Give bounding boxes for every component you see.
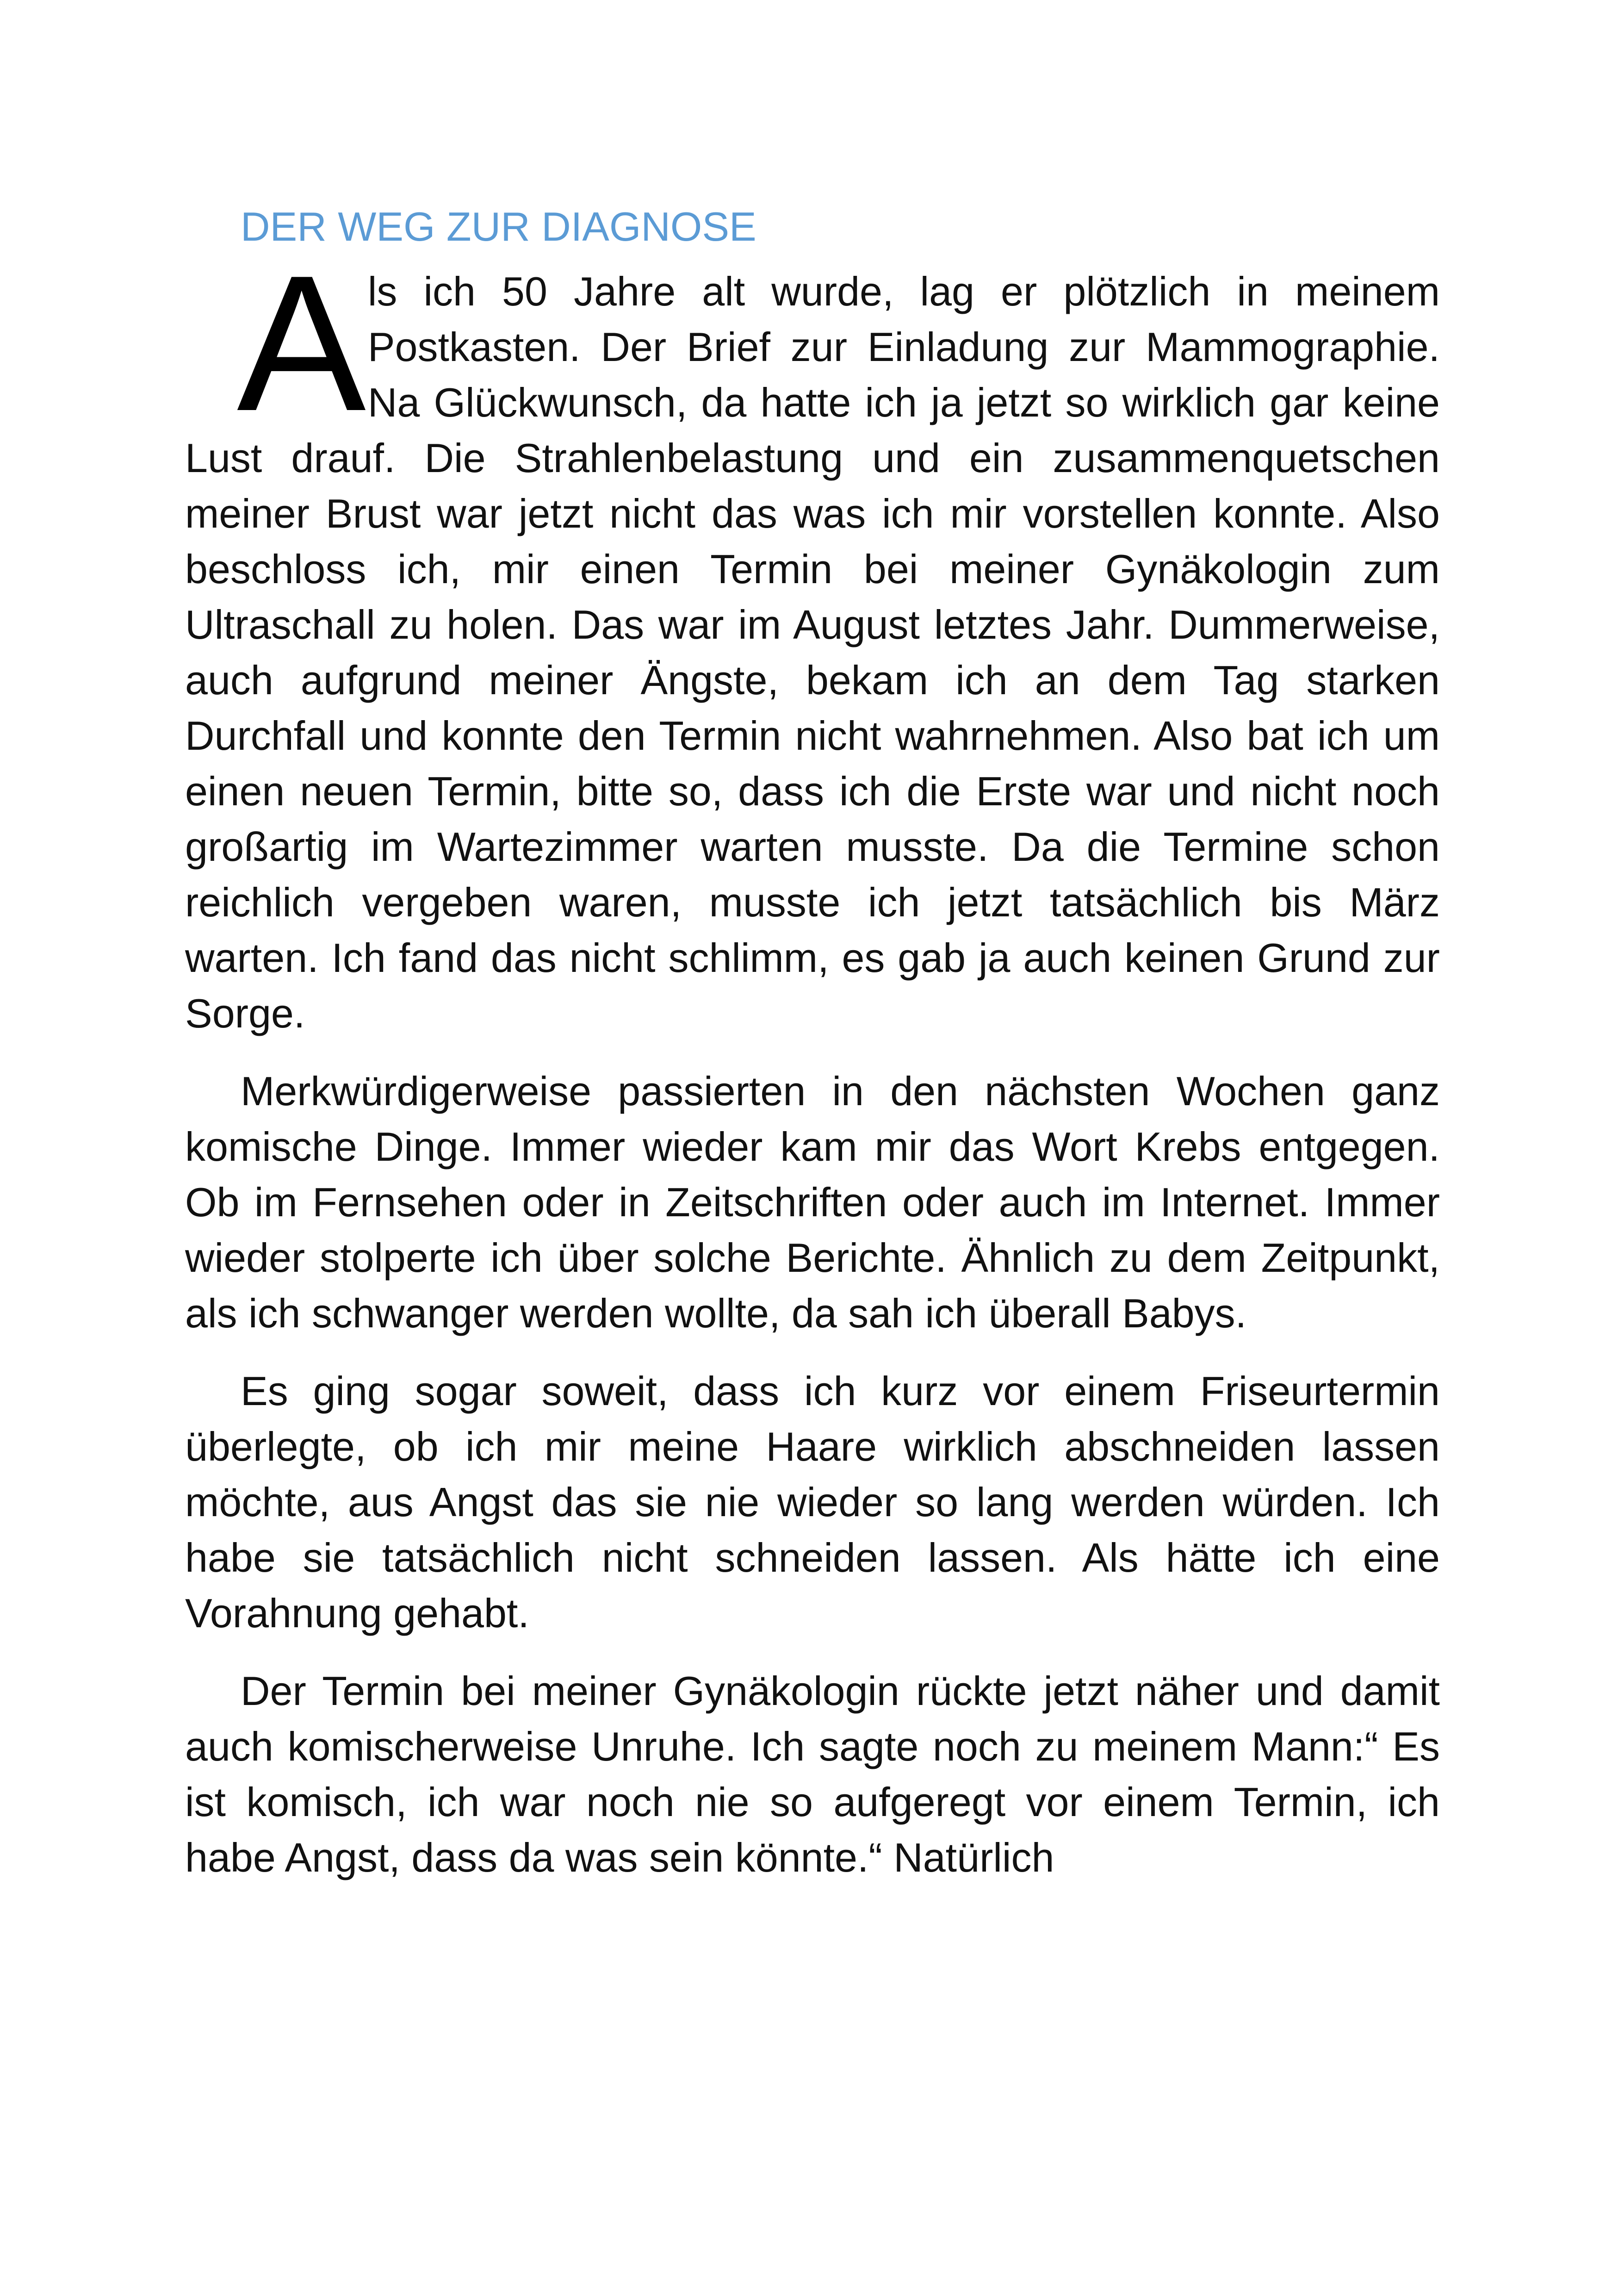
paragraph-4: Der Termin bei meiner Gynäkologin rückte jetzt näher und damit auch komischerweise Unruhe. Ich sagte noch zu meinem Mann:“ Es ist komisch, ich war noch nie so aufgeregt vor einem Termin, ich habe Angst, dass da was sein könnte.“ Natürlich — [185, 1668, 1440, 1880]
chapter-heading: DER WEG ZUR DIAGNOSE — [241, 204, 756, 249]
paragraph-3: Es ging sogar soweit, dass ich kurz vor einem Friseurtermin überlegte, ob ich mir meine Haare wirklich abschneiden lassen möchte, aus Angst das sie nie wieder so lang werden würden. Ich habe sie tatsächlich nicht schneiden lassen. Als hätte ich eine Vorahnung gehabt. — [185, 1368, 1440, 1636]
drop-cap-letter: A — [237, 235, 366, 451]
paragraph-1-text: ls ich 50 Jahre alt wurde, lag er plötzlich in meinem Postkasten. Der Brief zur Einladung zur Mammographie. Na Glückwunsch, da hatte ich ja jetzt so wirklich gar keine Lust drauf. Die Strahlenbelastung und ein zusammenquetschen meiner Brust war jetzt nicht das was ich mir vorstellen konnte. Also beschloss ich, mir einen Termin bei meiner Gynäkologin zum Ultraschall zu holen. Das war im August letztes Jahr. Dummerweise, auch aufgrund meiner Ängste, bekam ich an dem Tag starken Durchfall und konnte den Termin nicht wahrnehmen. Also bat ich um einen neuen Termin, bitte so, dass ich die Erste war und nicht noch großartig im Wartezimmer warten musste. Da die Termine schon reichlich vergeben waren, musste ich jetzt tatsächlich bis März warten. Ich fand das nicht schlimm, es gab ja auch keinen Grund zur Sorge. — [185, 268, 1440, 1036]
page-content — [185, 199, 1440, 1908]
paragraph-2: Merkwürdigerweise passierten in den nächsten Wochen ganz komische Dinge. Immer wieder kam mir das Wort Krebs entgegen. Ob im Fernsehen oder in Zeitschriften oder auch im Internet. Immer wieder stolperte ich über solche Berichte. Ähnlich zu dem Zeitpunkt, als ich schwanger werden wollte, da sah ich überall Babys. — [185, 1068, 1440, 1336]
paragraph-1 — [185, 235, 1440, 1041]
